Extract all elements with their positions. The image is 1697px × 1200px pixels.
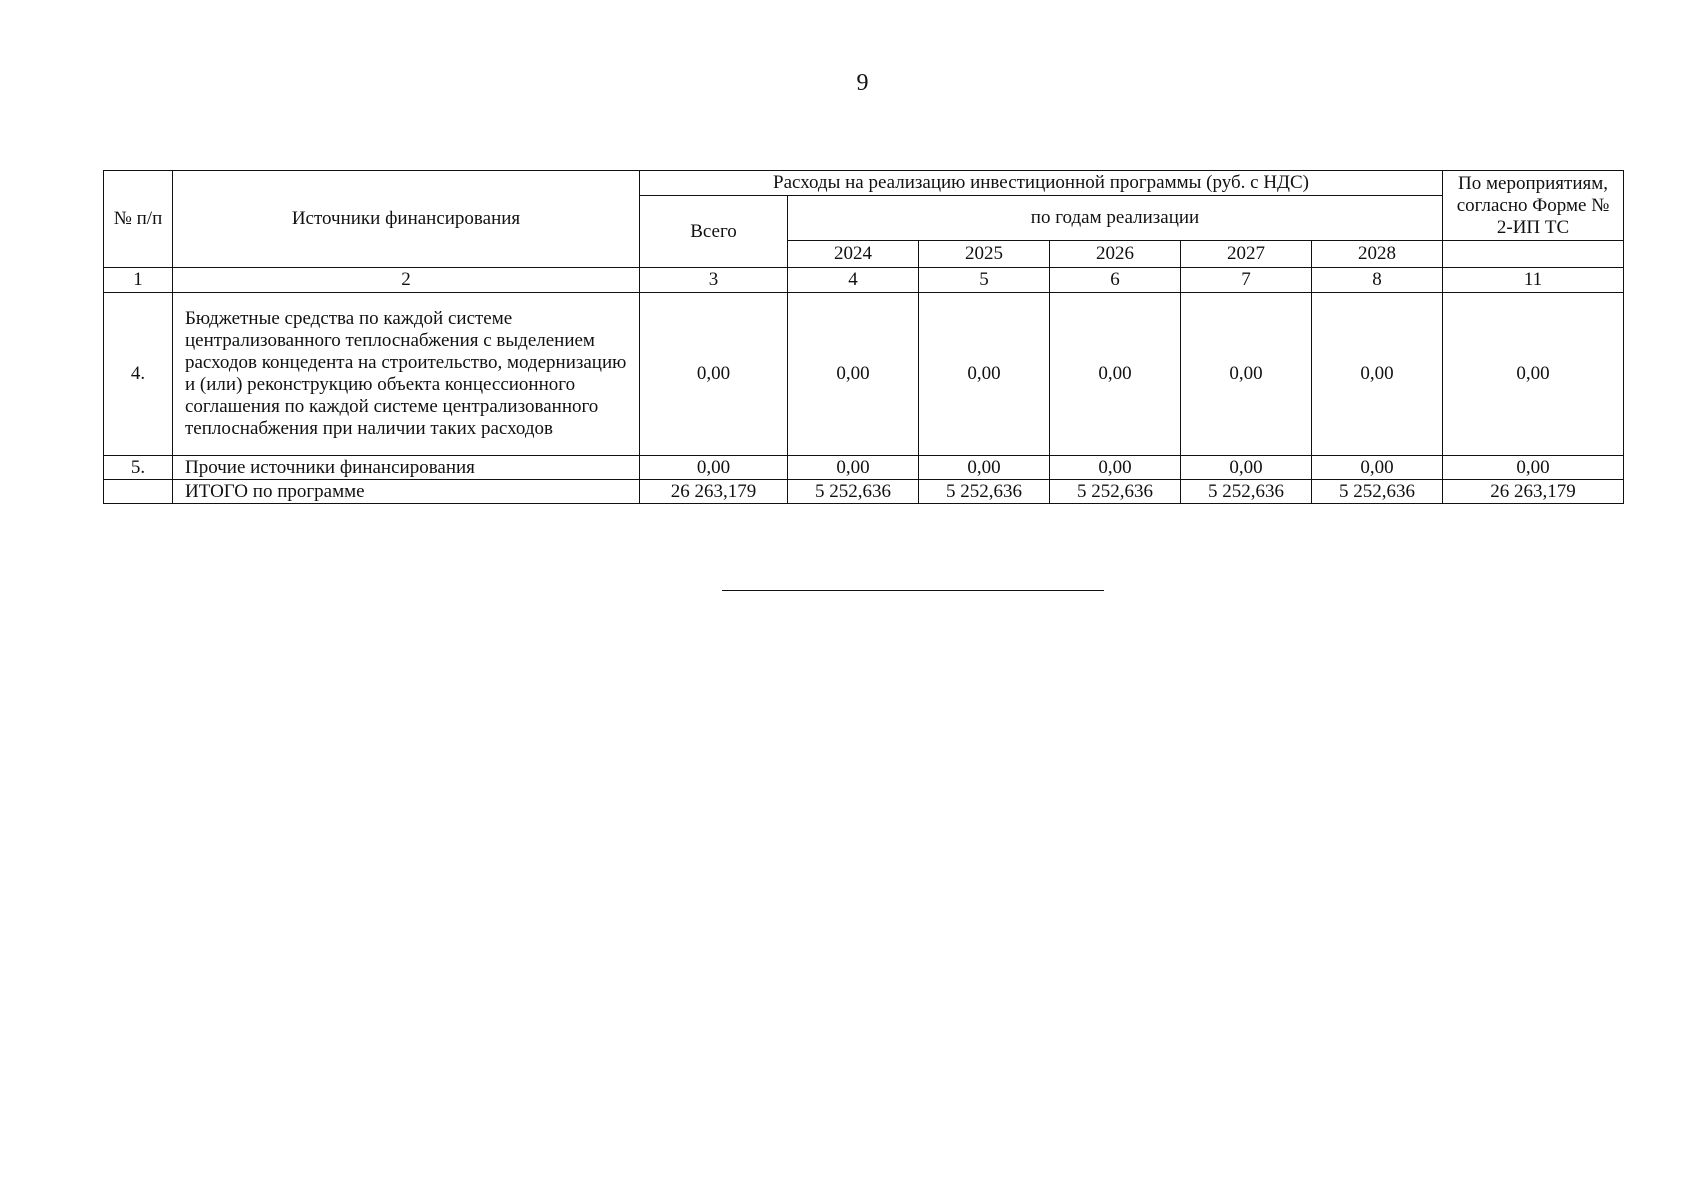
- row-source: Бюджетные средства по каждой системе централизованного теплоснабжения с выделением расходов концедента на строительство, модернизацию и (или) реконструкцию объекта концессионного соглашения по каждой системе централизованного теплоснабжения при наличии таких расходов: [173, 293, 640, 456]
- row-year-value: 0,00: [1312, 293, 1443, 456]
- column-number: 7: [1181, 268, 1312, 293]
- row-year-value: 0,00: [919, 456, 1050, 480]
- row-year-value: 0,00: [1312, 456, 1443, 480]
- header-num: № п/п: [104, 171, 173, 268]
- row-num: [104, 480, 173, 504]
- row-year-value: 0,00: [788, 293, 919, 456]
- column-number: 2: [173, 268, 640, 293]
- row-year-value: 0,00: [788, 456, 919, 480]
- row-year-value: 5 252,636: [919, 480, 1050, 504]
- header-year: 2025: [919, 241, 1050, 268]
- column-number: 4: [788, 268, 919, 293]
- row-year-value: 0,00: [1050, 456, 1181, 480]
- header-year: 2027: [1181, 241, 1312, 268]
- header-empty: [1443, 241, 1624, 268]
- row-year-value: 5 252,636: [1312, 480, 1443, 504]
- header-year: 2026: [1050, 241, 1181, 268]
- row-measures: 0,00: [1443, 456, 1624, 480]
- column-number: 8: [1312, 268, 1443, 293]
- row-source: ИТОГО по программе: [173, 480, 640, 504]
- column-number: 1: [104, 268, 173, 293]
- header-source: Источники финансирования: [173, 171, 640, 268]
- total-row: [104, 480, 1624, 504]
- header-by-years: по годам реализации: [788, 196, 1443, 241]
- financing-table: [103, 170, 1624, 504]
- header-year: 2024: [788, 241, 919, 268]
- page-number: 9: [856, 70, 869, 96]
- row-year-value: 5 252,636: [1050, 480, 1181, 504]
- header-row-1: [104, 171, 1624, 196]
- row-year-value: 0,00: [1181, 456, 1312, 480]
- row-year-value: 5 252,636: [788, 480, 919, 504]
- row-year-value: 0,00: [1181, 293, 1312, 456]
- row-total: 26 263,179: [640, 480, 788, 504]
- row-num: 4.: [104, 293, 173, 456]
- row-year-value: 0,00: [1050, 293, 1181, 456]
- table-row: [104, 293, 1624, 456]
- row-year-value: 5 252,636: [1181, 480, 1312, 504]
- bottom-divider-line: [722, 590, 1104, 591]
- row-total: 0,00: [640, 293, 788, 456]
- column-number: 11: [1443, 268, 1624, 293]
- header-expenses-group: Расходы на реализацию инвестиционной программы (руб. с НДС): [640, 171, 1443, 196]
- row-source: Прочие источники финансирования: [173, 456, 640, 480]
- column-number: 6: [1050, 268, 1181, 293]
- header-year: 2028: [1312, 241, 1443, 268]
- row-measures: 0,00: [1443, 293, 1624, 456]
- column-number: 5: [919, 268, 1050, 293]
- row-num: 5.: [104, 456, 173, 480]
- row-total: 0,00: [640, 456, 788, 480]
- row-year-value: 0,00: [919, 293, 1050, 456]
- header-measures: По мероприятиям, согласно Форме № 2-ИП ТС: [1443, 171, 1624, 241]
- column-number: 3: [640, 268, 788, 293]
- header-total: Всего: [640, 196, 788, 268]
- column-numbers-row: [104, 268, 1624, 293]
- row-measures: 26 263,179: [1443, 480, 1624, 504]
- table-row: [104, 456, 1624, 480]
